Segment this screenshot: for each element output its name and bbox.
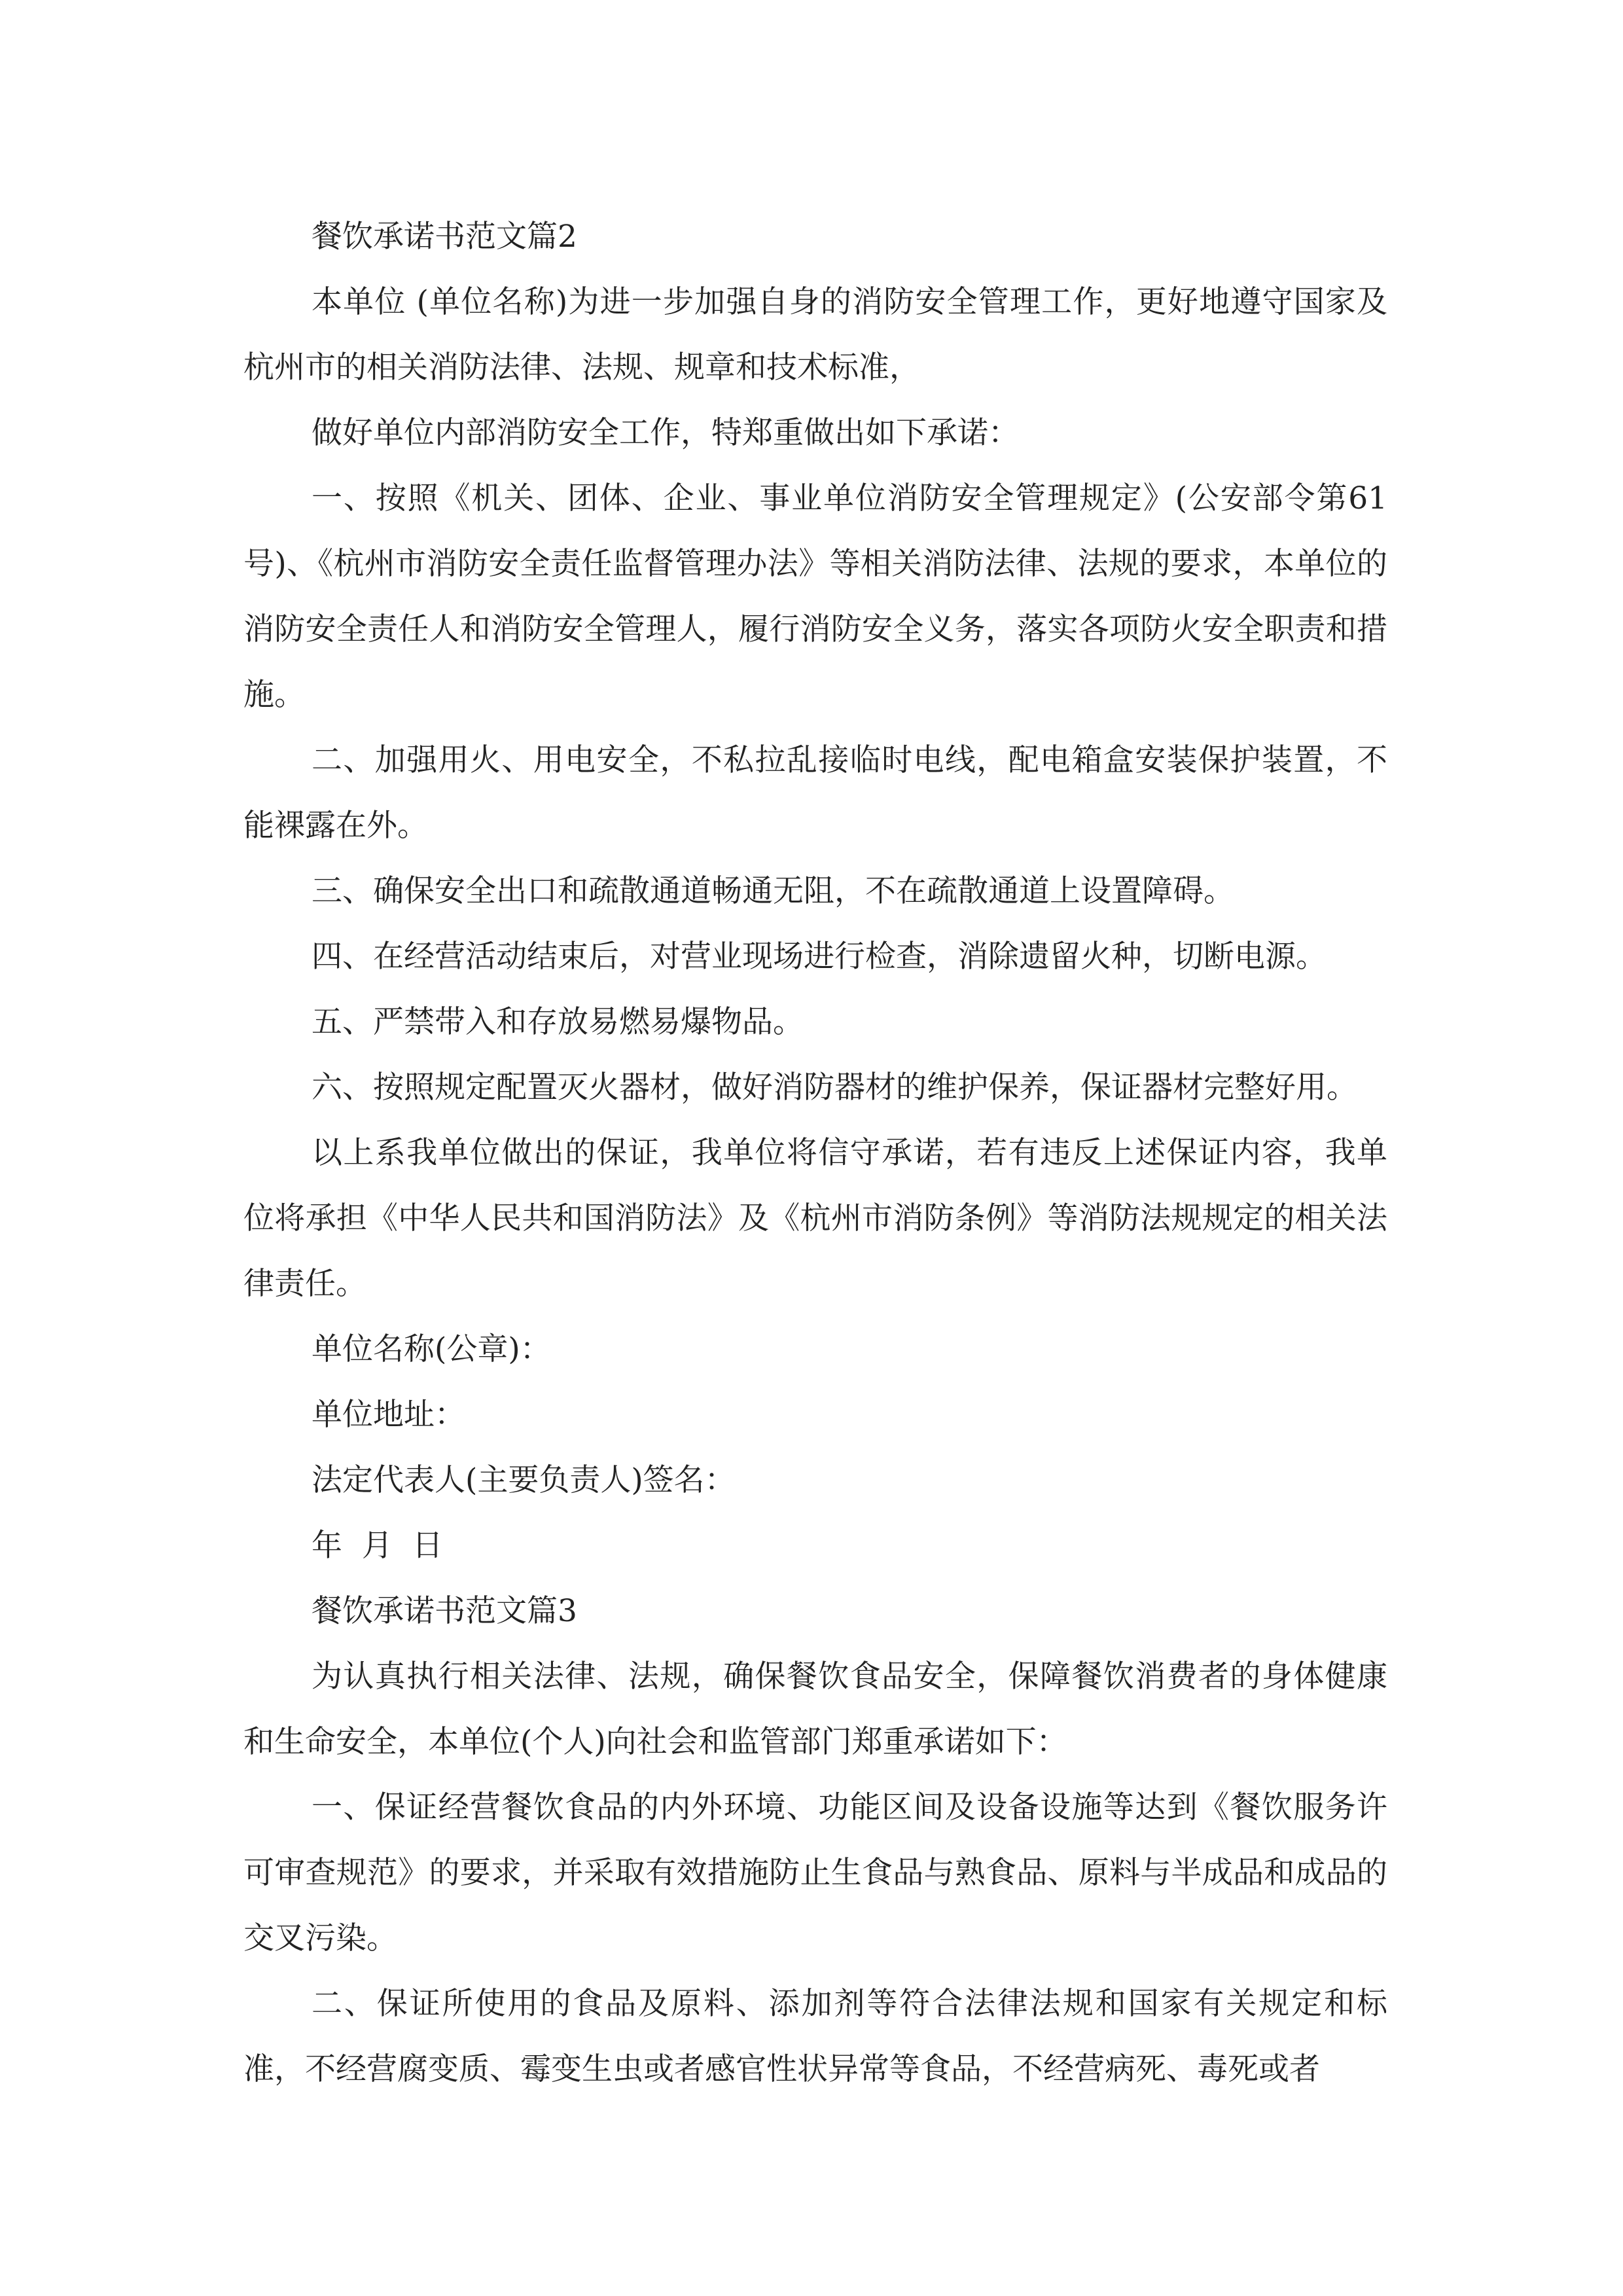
section-heading-2: 餐饮承诺书范文篇2 bbox=[312, 219, 577, 255]
clause-2: 二、加强用火、用电安全，不私拉乱接临时电线，配电箱盒安装保护装置，不能裸露在外。 bbox=[243, 742, 1387, 844]
unit-name-field: 单位名称(公章)： bbox=[312, 1331, 551, 1367]
intro-paragraph-3: 为认真执行相关法律、法规，确保餐饮食品安全，保障餐饮消费者的身体健康和生命安全，本单位(个人)向社会和监管部门郑重承诺如下： bbox=[243, 1659, 1387, 1760]
unit-address-field: 单位地址： bbox=[312, 1397, 465, 1433]
clause-3-2: 二、保证所使用的食品及原料、添加剂等符合法律法规和国家有关规定和标准，不经营腐变质、霉变生虫或者感官性状异常等食品，不经营病死、毒死或者 bbox=[243, 1986, 1387, 2087]
clause-3: 三、确保安全出口和疏散通道畅通无阻，不在疏散通道上设置障碍。 bbox=[312, 873, 1234, 909]
clause-1: 一、按照《机关、团体、企业、事业单位消防安全管理规定》(公安部令第61号)、《杭州市消防安全责任监督管理办法》等相关消防法律、法规的要求，本单位的消防安全责任人和消防安全管理人，履行消防安全义务，落实各项防火安全职责和措施。 bbox=[243, 480, 1387, 713]
document-body bbox=[243, 204, 1387, 2102]
commitment-lead: 做好单位内部消防安全工作，特郑重做出如下承诺： bbox=[312, 415, 1019, 451]
clause-6: 六、按照规定配置灭火器材，做好消防器材的维护保养，保证器材完整好用。 bbox=[312, 1069, 1357, 1105]
date-field: 年 月 日 bbox=[312, 1528, 443, 1564]
intro-paragraph: 本单位 (单位名称)为进一步加强自身的消防安全管理工作，更好地遵守国家及杭州市的相关消防法律、法规、规章和技术标准， bbox=[243, 284, 1387, 386]
clause-4: 四、在经营活动结束后，对营业现场进行检查，消除遗留火种，切断电源。 bbox=[312, 939, 1327, 975]
clause-5: 五、严禁带入和存放易燃易爆物品。 bbox=[312, 1004, 804, 1040]
clause-3-1: 一、保证经营餐饮食品的内外环境、功能区间及设备设施等达到《餐饮服务许可审查规范》的要求，并采取有效措施防止生食品与熟食品、原料与半成品和成品的交叉污染。 bbox=[243, 1789, 1387, 1956]
section-heading-3: 餐饮承诺书范文篇3 bbox=[312, 1593, 577, 1629]
guarantee-paragraph: 以上系我单位做出的保证，我单位将信守承诺，若有违反上述保证内容，我单位将承担《中华人民共和国消防法》及《杭州市消防条例》等消防法规规定的相关法律责任。 bbox=[243, 1135, 1387, 1302]
legal-representative-field: 法定代表人(主要负责人)签名： bbox=[312, 1462, 736, 1498]
